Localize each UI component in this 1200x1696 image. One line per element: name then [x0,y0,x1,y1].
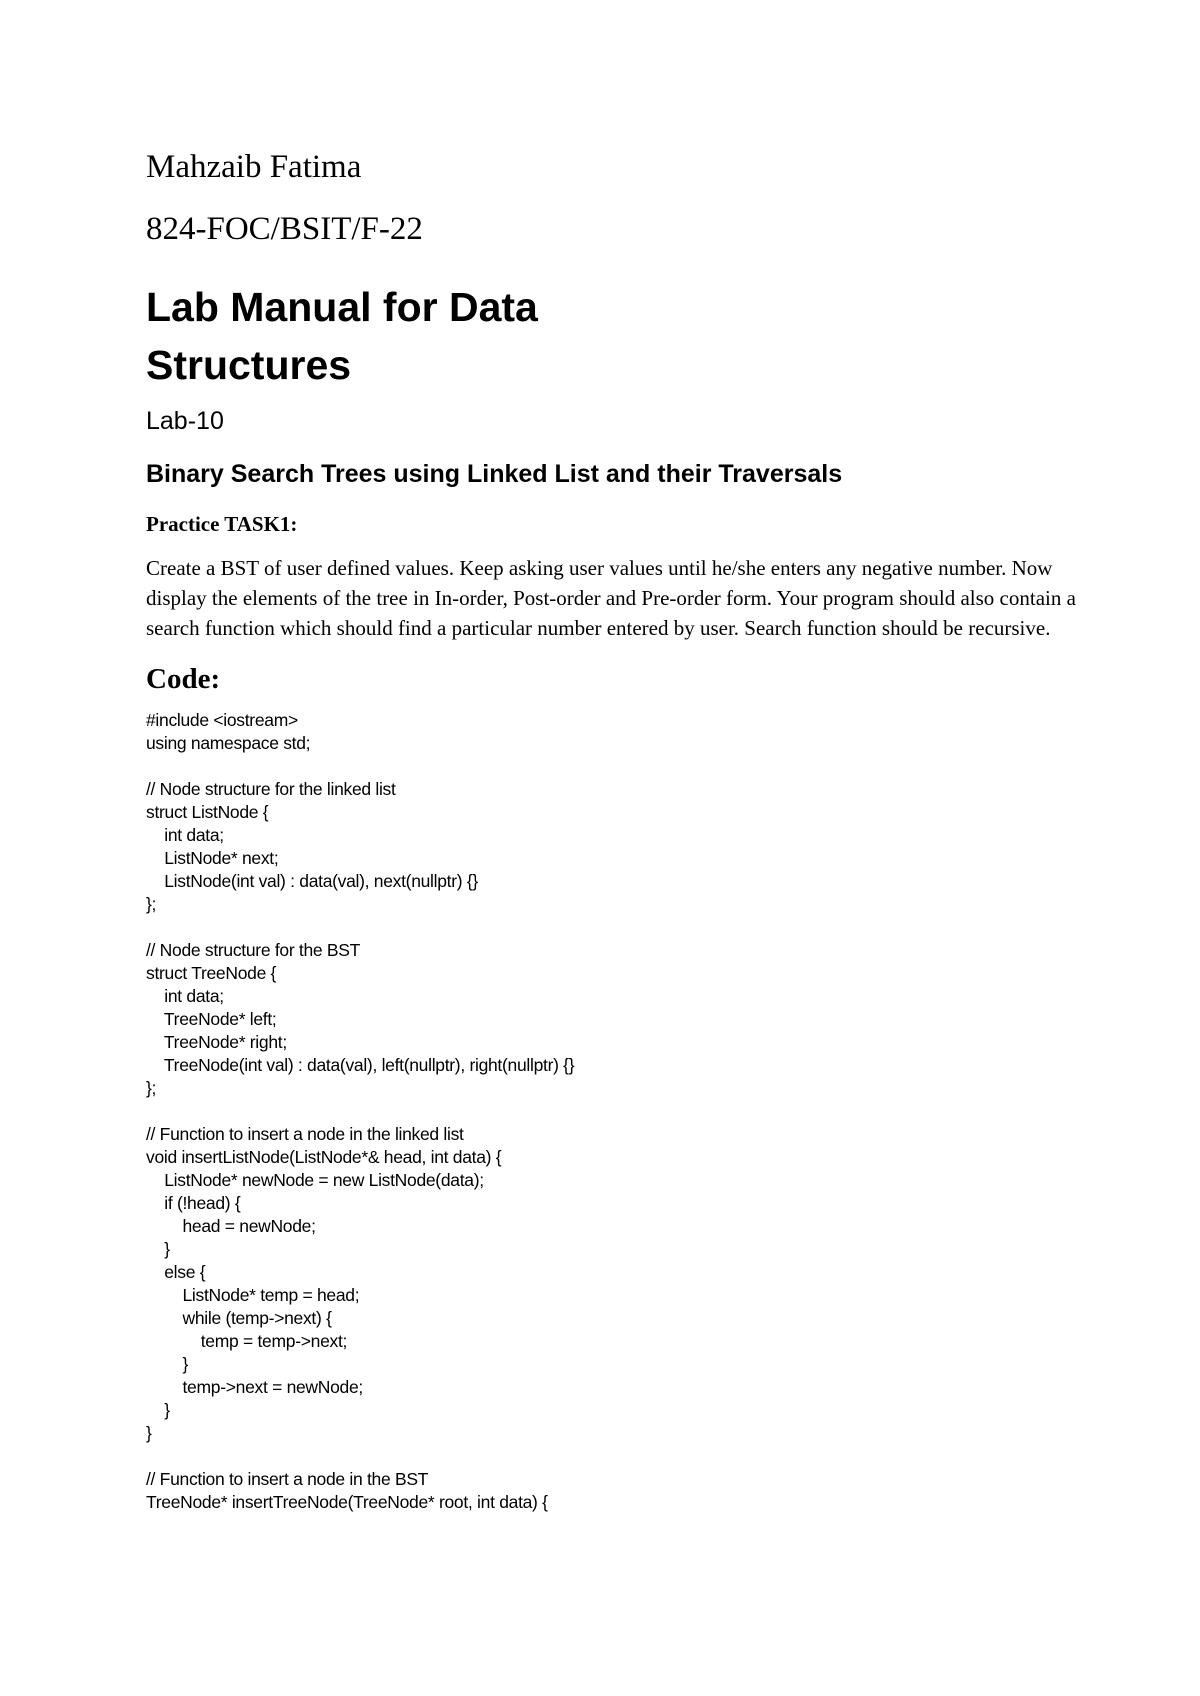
code-line [146,1445,1076,1468]
code-line [146,916,1076,939]
code-line: int data; [146,986,224,1006]
code-line: ListNode* newNode = new ListNode(data); [146,1170,484,1190]
code-line: #include <iostream> [146,710,298,730]
code-line: // Node structure for the BST [146,940,361,960]
code-line: } [146,1239,170,1259]
code-line: TreeNode* right; [146,1032,287,1052]
code-line: // Node structure for the linked list [146,779,396,799]
code-line: else { [146,1262,206,1282]
code-line [146,755,1076,778]
code-line: if (!head) { [146,1193,241,1213]
code-line: // Function to insert a node in the linked list [146,1124,464,1144]
code-line: }; [146,1078,157,1098]
code-line: struct TreeNode { [146,963,277,983]
task-description: Create a BST of user defined values. Keep asking user values until he/she enters any negative number. Now display the elements of the tree in In-order, Post-order and Pre-order form. Your program should also contain a search function which should find a particular number entered by user. Search function should be recursive. [146,556,1076,640]
code-line: using namespace std; [146,733,311,753]
code-line: TreeNode(int val) : data(val), left(nullptr), right(nullptr) {} [146,1055,575,1075]
code-line: temp = temp->next; [146,1331,348,1351]
roll-number: 824-FOC/BSIT/F-22 [146,211,423,247]
author-name: Mahzaib Fatima [146,149,362,185]
code-line: } [146,1423,152,1443]
task-heading: Practice TASK1: [146,512,298,536]
code-line: } [146,1354,189,1374]
code-line: temp->next = newNode; [146,1377,363,1397]
code-line: head = newNode; [146,1216,316,1236]
code-line: struct ListNode { [146,802,269,822]
code-line: TreeNode* left; [146,1009,277,1029]
code-line: }; [146,894,157,914]
code-line: // Function to insert a node in the BST [146,1469,429,1489]
code-heading: Code: [146,663,221,695]
code-block [146,709,1076,1514]
lab-subtitle: Binary Search Trees using Linked List and their Traversals [146,460,843,488]
code-line: ListNode* next; [146,848,279,868]
code-line: ListNode(int val) : data(val), next(nullptr) {} [146,871,478,891]
lab-number: Lab-10 [146,407,224,435]
code-line: } [146,1400,170,1420]
code-line: while (temp->next) { [146,1308,332,1328]
code-line: void insertListNode(ListNode*& head, int data) { [146,1147,502,1167]
code-line: ListNode* temp = head; [146,1285,360,1305]
code-line: TreeNode* insertTreeNode(TreeNode* root, int data) { [146,1492,548,1512]
code-line: int data; [146,825,224,845]
document-title: Lab Manual for Data Structures [146,284,538,388]
code-line [146,1100,1076,1123]
document-content [146,146,1076,1514]
